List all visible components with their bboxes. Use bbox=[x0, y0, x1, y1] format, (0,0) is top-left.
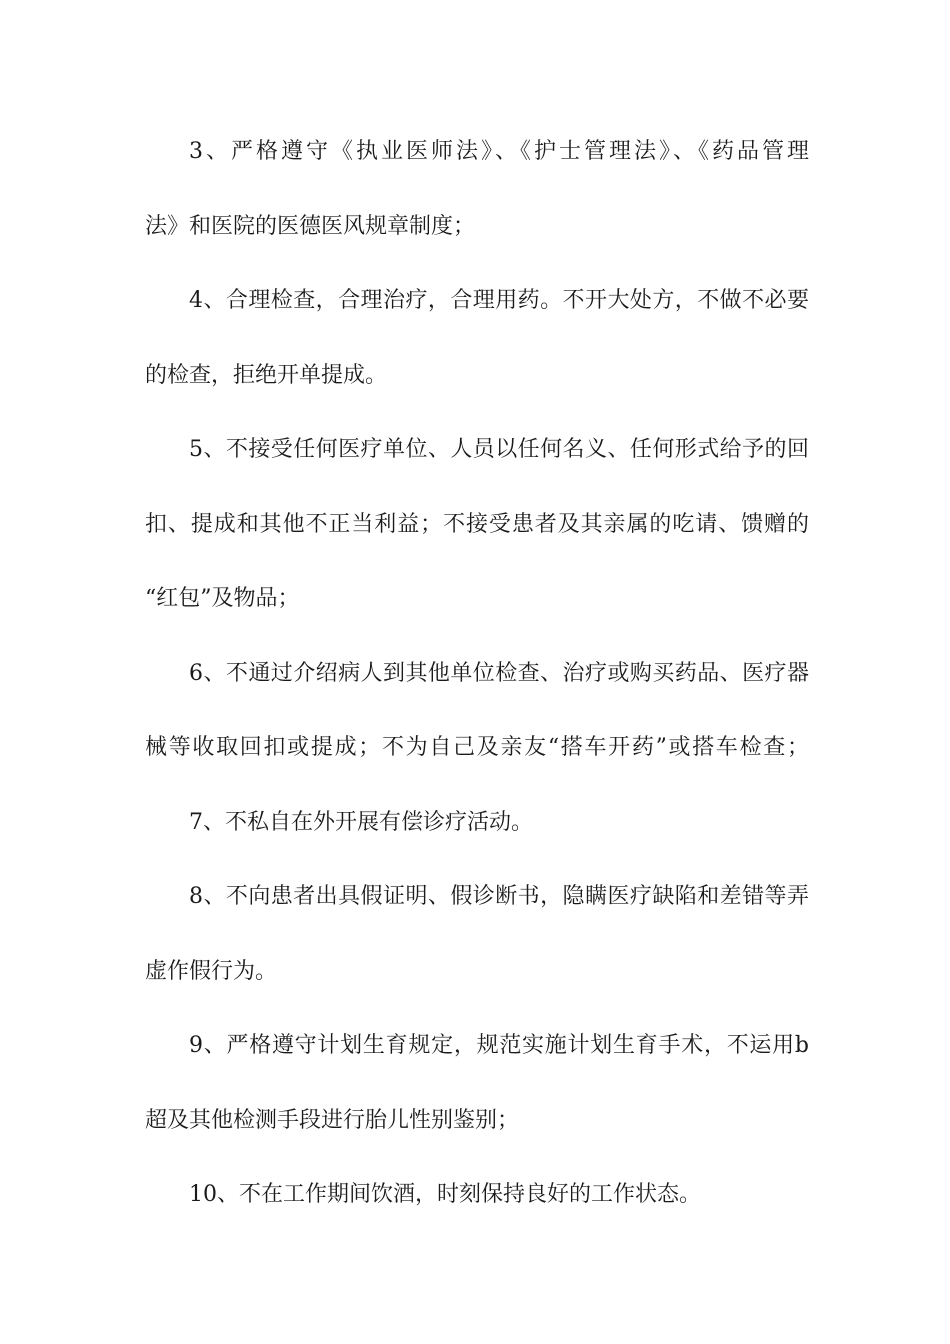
item-4-line-1: 4、合理检查，合理治疗，合理用药。不开大处方，不做不必要 bbox=[189, 288, 809, 313]
item-5-line-1: 5、不接受任何医疗单位、人员以任何名义、任何形式给予的回 bbox=[189, 437, 809, 462]
item-10-line-1: 10、不在工作期间饮酒，时刻保持良好的工作状态。 bbox=[189, 1182, 701, 1207]
item-6-line-1: 6、不通过介绍病人到其他单位检查、治疗或购买药品、医疗器 bbox=[189, 660, 809, 686]
item-6-line-2: 械等收取回扣或提成；不为自己及亲友“搭车开药”或搭车检查； bbox=[145, 735, 809, 760]
item-9-line-2: 超及其他检测手段进行胎儿性别鉴别； bbox=[145, 1107, 520, 1133]
document-body bbox=[145, 133, 809, 1251]
item-5-line-3: “红包”及物品； bbox=[145, 586, 300, 611]
item-4-line-2: 的检查，拒绝开单提成。 bbox=[145, 362, 388, 388]
item-3-line-2: 法》和医院的医德医风规章制度； bbox=[145, 213, 476, 239]
item-3-line-1: 3、严格遵守《执业医师法》、《护士管理法》、《药品管理 bbox=[189, 139, 809, 164]
item-9-line-1: 9、严格遵守计划生育规定，规范实施计划生育手术，不运用b bbox=[189, 1033, 809, 1058]
item-8-line-1: 8、不向患者出具假证明、假诊断书，隐瞒医疗缺陷和差错等弄 bbox=[189, 884, 809, 909]
item-5-line-2: 扣、提成和其他不正当利益；不接受患者及其亲属的吃请、馈赠的 bbox=[145, 511, 809, 537]
item-8-line-2: 虚作假行为。 bbox=[145, 958, 278, 984]
item-7-line-1: 7、不私自在外开展有偿诊疗活动。 bbox=[189, 809, 533, 835]
